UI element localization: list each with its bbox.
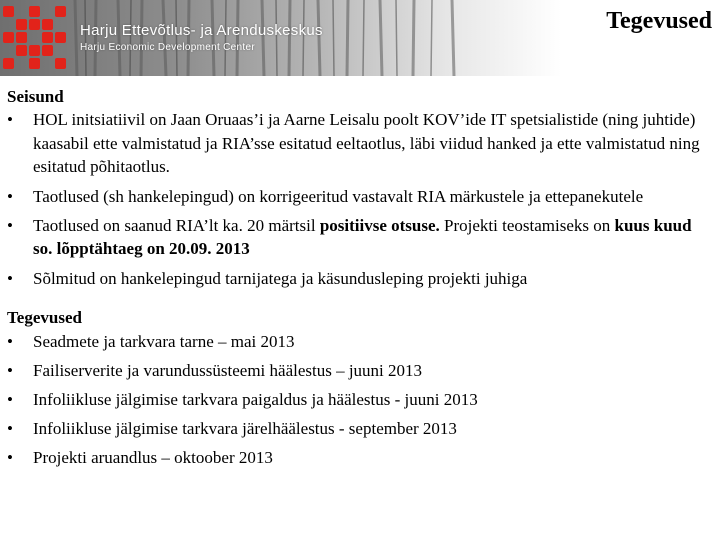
activity-item-text: Seadmete ja tarkvara tarne – mai 2013 [33,331,295,351]
activities-heading: Tegevused [7,308,82,328]
status-item-emphasis: kuus kuud so. lõpptähtaeg on 20.09. 2013 [33,216,692,259]
bullet-marker: • [7,216,13,236]
organization-name: Harju Ettevõtlus- ja Arenduskeskus [80,22,323,39]
activity-item [7,446,713,469]
organization-subtitle: Harju Economic Development Center [80,42,255,53]
slide-body [7,85,713,475]
status-item-text: Sõlmitud on hankelepingud tarnijatega ja käsundusleping projekti juhiga [33,268,528,288]
bullet-marker: • [7,418,13,438]
activity-item-text: Failiserverite ja varundussüsteemi häälestus – juuni 2013 [33,360,423,380]
activities-list [7,330,713,469]
activity-item-text: Infoliikluse jälgimise tarkvara paigaldus ja häälestus - juuni 2013 [33,389,478,409]
status-item-text: Taotlused on saanud RIA’lt ka. 20 märtsil [33,216,320,236]
bullet-marker: • [7,447,13,467]
activity-item [7,417,713,440]
bullet-marker: • [7,360,13,380]
status-item [7,267,713,290]
activity-item-text: Projekti aruandlus – oktoober 2013 [33,447,273,467]
slide-title: Tegevused [606,8,712,34]
status-item-text: Projekti teostamiseks on [439,216,615,236]
cross-tile-logo-icon [2,4,68,72]
status-item-text: HOL initsiatiivil on Jaan Oruaas’i ja Aarne Leisalu poolt KOV’ide IT spetsialistide (ning juhtide) kaasabil ette valmistatud ja RIA’sse esitatud eeltaotlus, läbi viidud hanked ja ette valmistatud ning esitatud põhitaotlus. [33,110,700,177]
status-item [7,108,713,178]
bullet-marker: • [7,110,13,130]
activity-item [7,330,713,353]
activity-item-text: Infoliikluse jälgimise tarkvara järelhäälestus - september 2013 [33,418,457,438]
status-item [7,185,713,208]
bullet-marker: • [7,186,13,206]
status-item [7,214,713,261]
bullet-marker: • [7,268,13,288]
activity-item [7,388,713,411]
status-list [7,108,713,290]
activity-item [7,359,713,382]
status-heading: Seisund [7,87,64,106]
bullet-marker: • [7,389,13,409]
status-item-text: Taotlused (sh hankelepingud) on korrigeeritud vastavalt RIA märkustele ja ettepanekutele [33,186,644,206]
bullet-marker: • [7,331,13,351]
status-item-emphasis: positiivse otsuse. [319,216,440,236]
